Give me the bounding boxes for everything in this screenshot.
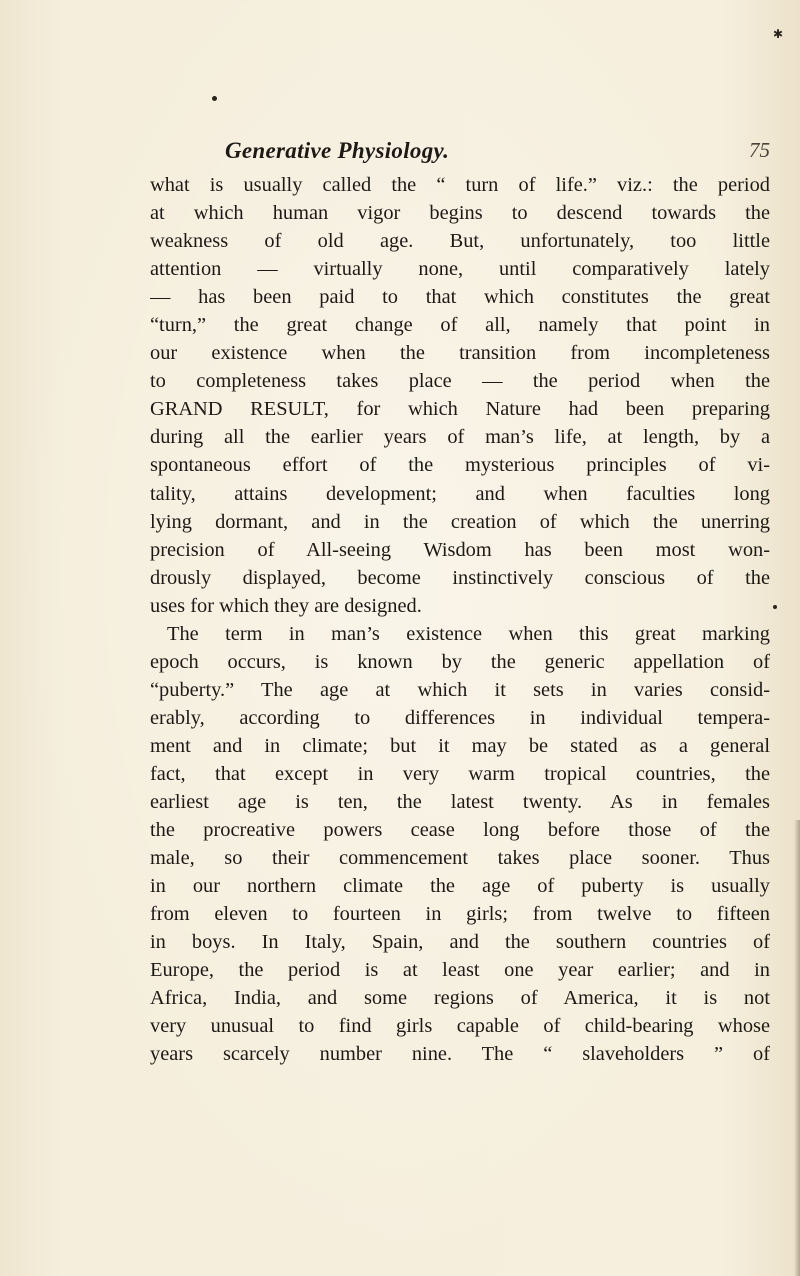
text-line: during all the earlier years of man’s life, at length, by a bbox=[150, 426, 770, 449]
text-line: uses for which they are designed. bbox=[150, 594, 422, 617]
text-line: “puberty.” The age at which it sets in varies consid- bbox=[150, 678, 770, 701]
text-line: in boys. In Italy, Spain, and the southern countries of bbox=[150, 931, 770, 954]
text-line: what is usually called the “ turn of life.” viz.: the period bbox=[150, 174, 770, 196]
text-line: drously displayed, become instinctively conscious of the bbox=[150, 566, 770, 589]
text-line: years scarcely number nine. The “ slaveholders ” of bbox=[150, 1043, 770, 1066]
text-line: attention — virtually none, until comparatively lately bbox=[150, 258, 770, 281]
body-text bbox=[150, 171, 770, 1069]
text-line: to completeness takes place — the period when the bbox=[150, 370, 770, 393]
text-line: — has been paid to that which constitutes the great bbox=[150, 286, 770, 309]
text-line: ment and in climate; but it may be stated as a general bbox=[150, 734, 770, 757]
running-title: Generative Physiology. bbox=[225, 138, 450, 163]
text-line: from eleven to fourteen in girls; from twelve to fifteen bbox=[150, 903, 770, 926]
ink-speck bbox=[773, 605, 777, 609]
text-line: Europe, the period is at least one year earlier; and in bbox=[150, 959, 770, 982]
text-line: in our northern climate the age of puberty is usually bbox=[150, 875, 770, 898]
text-line: very unusual to find girls capable of child-bearing whose bbox=[150, 1015, 770, 1038]
running-head bbox=[225, 138, 770, 168]
text-line: at which human vigor begins to descend towards the bbox=[150, 202, 770, 225]
text-line: precision of All-seeing Wisdom has been most won- bbox=[150, 538, 770, 561]
text-line: spontaneous effort of the mysterious principles of vi- bbox=[150, 454, 770, 477]
text-line: earliest age is ten, the latest twenty. As in females bbox=[150, 791, 770, 814]
text-line: weakness of old age. But, unfortunately, too little bbox=[150, 230, 770, 253]
ink-speck bbox=[212, 96, 217, 101]
text-line: GRAND RESULT, for which Nature had been preparing bbox=[150, 398, 770, 421]
text-line: epoch occurs, is known by the generic appellation of bbox=[150, 650, 770, 673]
text-line: tality, attains development; and when faculties long bbox=[150, 482, 770, 505]
text-line: our existence when the transition from incompleteness bbox=[150, 342, 770, 365]
text-line: the procreative powers cease long before those of the bbox=[150, 819, 770, 842]
page-edge-shadow bbox=[794, 820, 800, 1276]
text-line: male, so their commencement takes place sooner. Thus bbox=[150, 847, 770, 870]
text-line: erably, according to differences in individual tempera- bbox=[150, 706, 770, 729]
text-line: The term in man’s existence when this great marking bbox=[167, 622, 770, 645]
text-line: lying dormant, and in the creation of which the unerring bbox=[150, 510, 770, 533]
text-line: Africa, India, and some regions of America, it is not bbox=[150, 987, 770, 1010]
text-line: “turn,” the great change of all, namely that point in bbox=[150, 314, 770, 337]
text-line: fact, that except in very warm tropical countries, the bbox=[150, 762, 770, 785]
printer-mark: ✱ bbox=[773, 27, 784, 41]
page-number: 75 bbox=[749, 138, 770, 162]
